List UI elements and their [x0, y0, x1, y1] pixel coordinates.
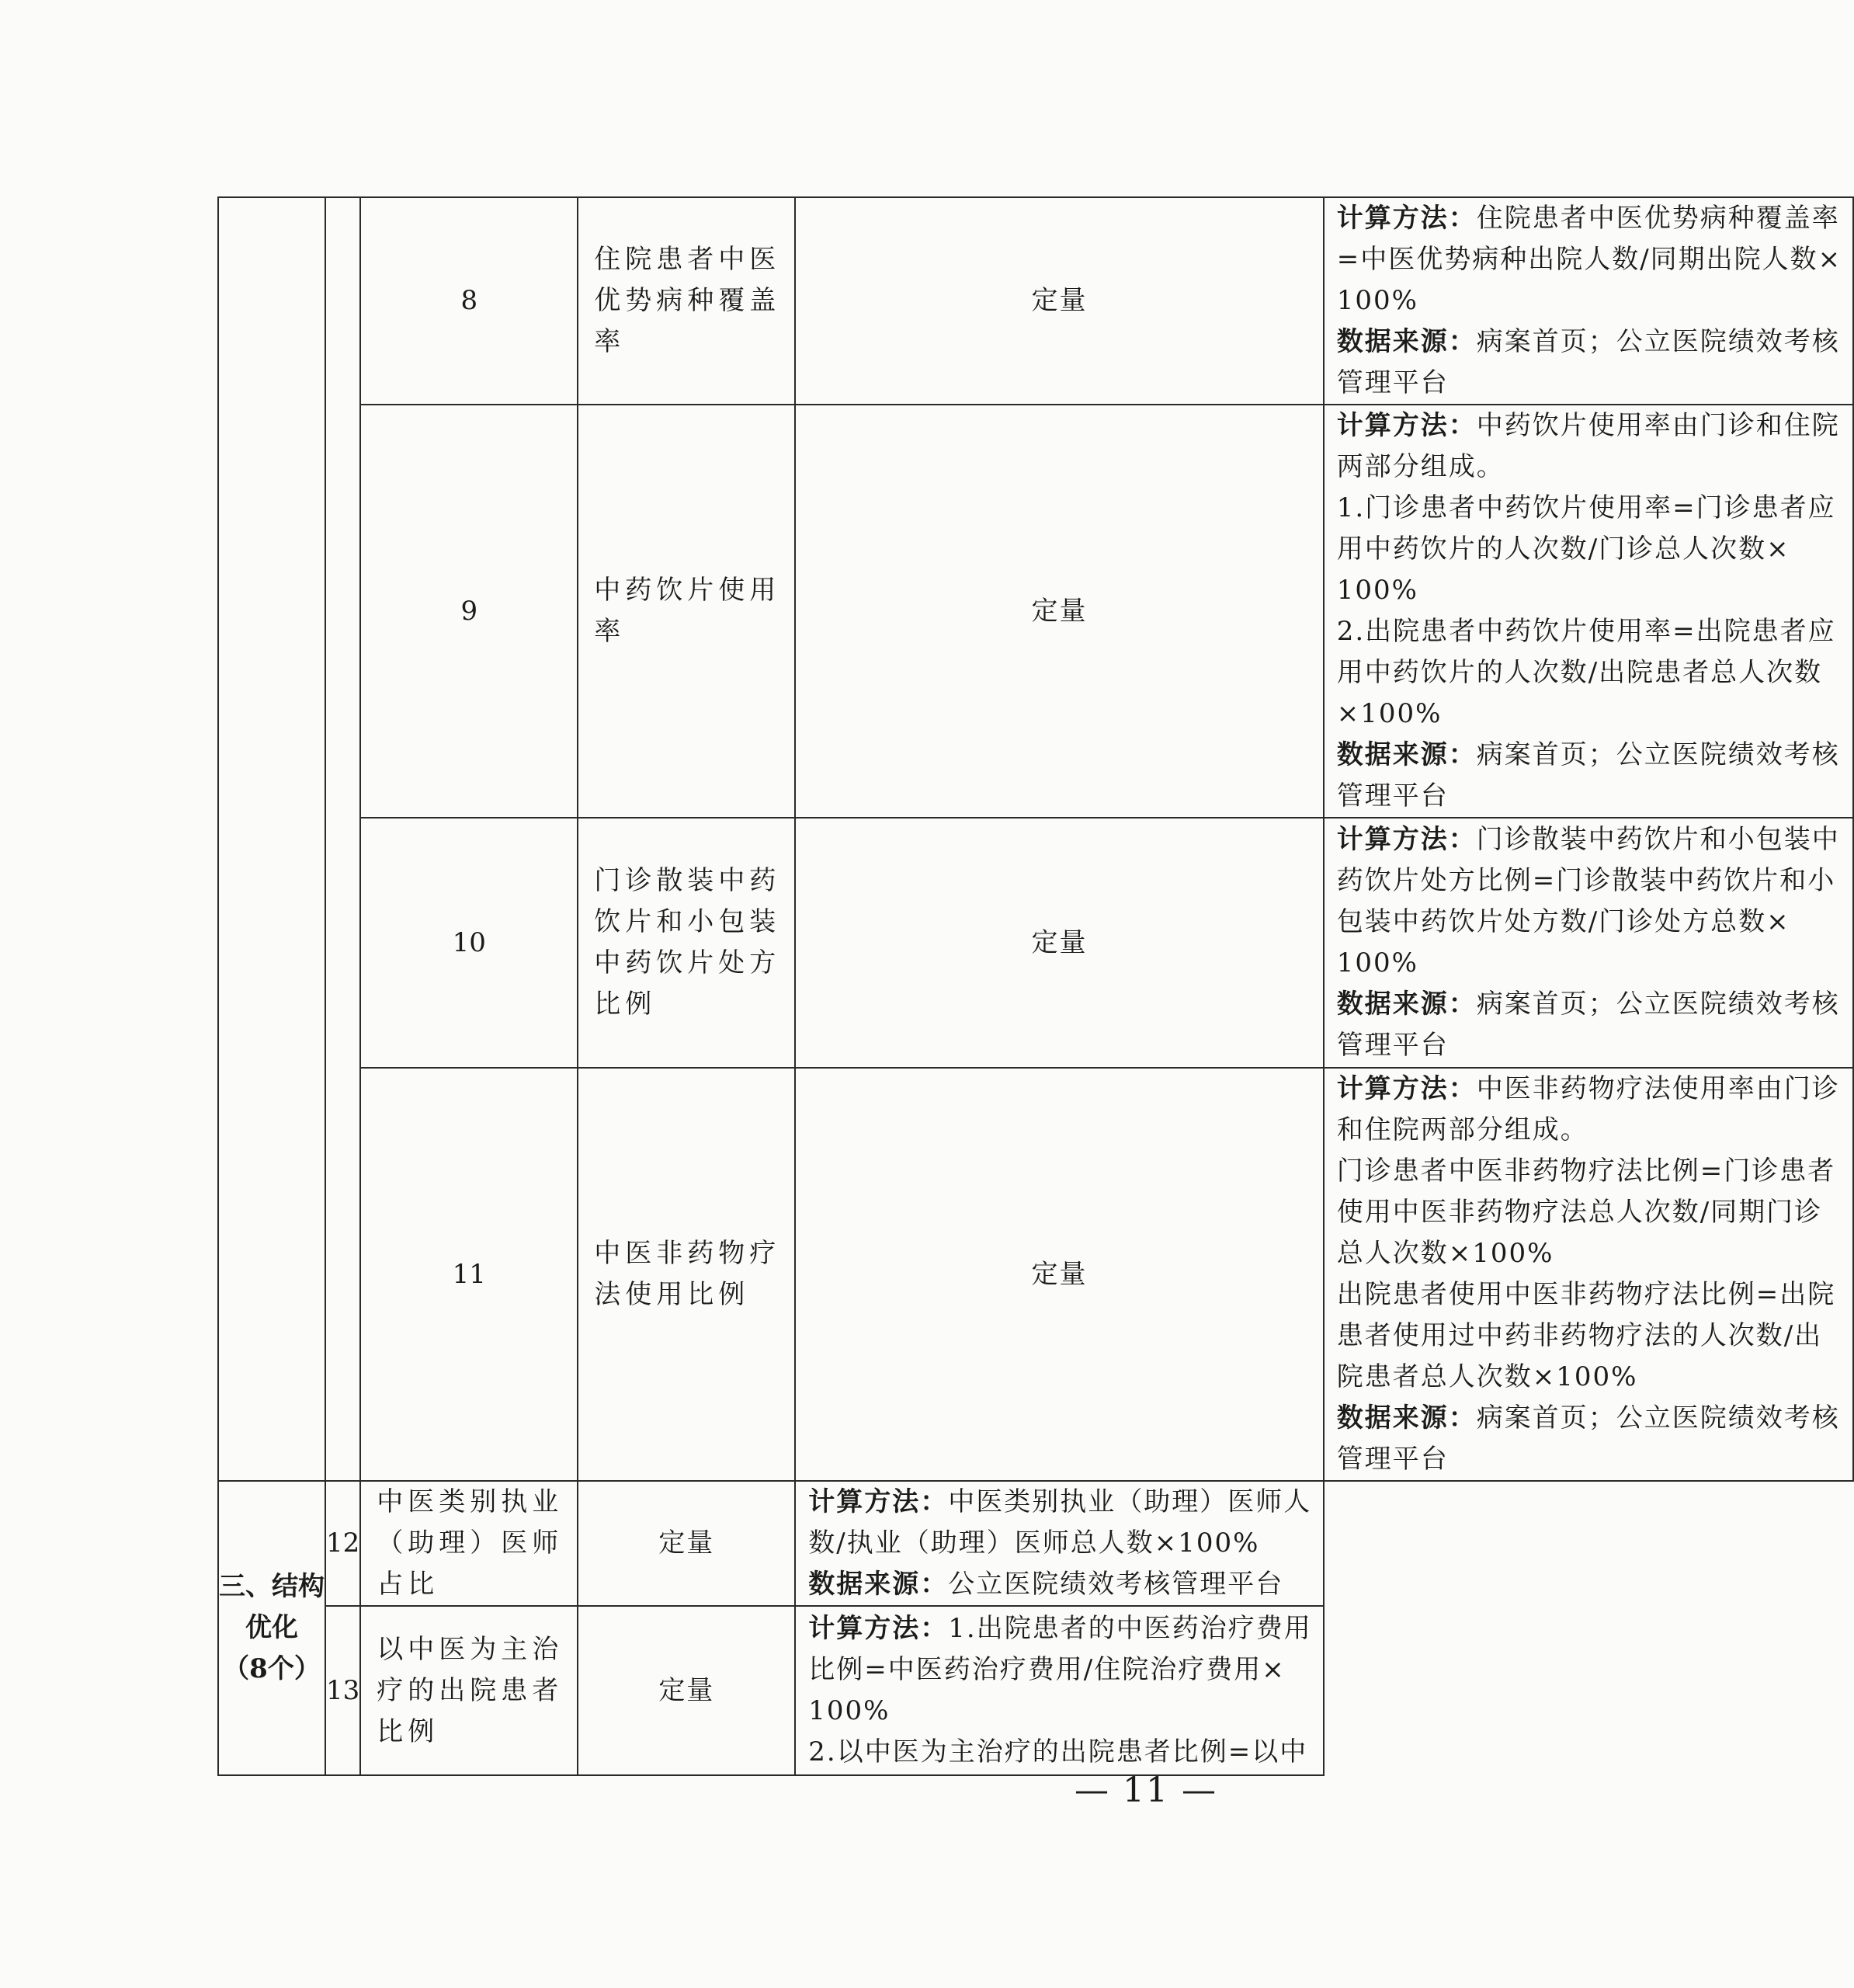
indicator-name [578, 818, 795, 1068]
name-line: 法使用比例 [594, 1279, 750, 1310]
table-row [218, 818, 1853, 1068]
description-line: 院患者总人次数×100% [1336, 1361, 1638, 1392]
description-text: 病案首页；公立医院绩效考核 [1476, 739, 1840, 770]
table-row [218, 197, 1853, 405]
indicator-type: 定量 [578, 1481, 795, 1606]
description-text: 病案首页；公立医院绩效考核 [1476, 326, 1840, 357]
description-line: 包装中药饮片处方数/门诊处方总数× [1336, 906, 1790, 937]
row-number: 9 [360, 405, 578, 818]
description-line: 100% [1336, 575, 1418, 606]
name-line: 中医类别执业 [377, 1486, 564, 1517]
row-number: 13 [325, 1606, 360, 1775]
indicator-description [795, 1606, 1323, 1775]
description-line: 患者使用过中药非药物疗法的人次数/出 [1336, 1320, 1823, 1351]
name-line: 住院患者中医 [594, 244, 781, 275]
subcategory-cell [325, 197, 360, 1481]
description-line: 1.门诊患者中药饮片使用率=门诊患者应 [1336, 492, 1836, 523]
description-line: 用中药饮片的人次数/门诊总人次数× [1336, 533, 1790, 565]
name-line: 率 [594, 616, 626, 647]
description-line: 出院患者使用中医非药物疗法比例=出院 [1336, 1279, 1836, 1310]
name-line: 饮片和小包装 [594, 906, 781, 937]
name-line: （助理）医师 [377, 1527, 564, 1559]
name-line: 中医非药物疗 [594, 1238, 781, 1269]
row-number: 12 [325, 1481, 360, 1606]
indicator-type: 定量 [795, 405, 1323, 818]
name-line: 门诊散装中药 [594, 865, 781, 896]
description-line: 两部分组成。 [1336, 451, 1505, 482]
description-line [808, 1482, 1311, 1523]
method-label: 计算方法： [808, 1613, 949, 1644]
description-text: 中医类别执业（助理）医师人 [948, 1486, 1312, 1517]
row-number: 11 [360, 1068, 578, 1481]
description-line [1337, 1398, 1842, 1439]
indicator-table [217, 196, 1854, 1776]
description-line [1337, 735, 1842, 776]
description-text: 1.出院患者的中医药治疗费用 [948, 1613, 1312, 1644]
description-line: 管理平台 [1336, 1030, 1449, 1061]
description-line: 总人次数×100% [1336, 1238, 1554, 1269]
indicator-type: 定量 [795, 1068, 1323, 1481]
description-line: 和住院两部分组成。 [1336, 1114, 1588, 1145]
method-label: 计算方法： [1336, 203, 1477, 234]
category-cell [218, 1481, 325, 1775]
indicator-name [360, 1481, 578, 1606]
category-line: 三、结构 [219, 1571, 325, 1602]
description-text: 病案首页；公立医院绩效考核 [1476, 989, 1840, 1020]
description-text: 门诊散装中药饮片和小包装中 [1476, 824, 1840, 855]
indicator-name [578, 405, 795, 818]
description-text: 住院患者中医优势病种覆盖率 [1476, 203, 1840, 234]
indicator-type: 定量 [795, 197, 1323, 405]
description-line: 100% [1336, 285, 1418, 316]
description-line: 门诊患者中医非药物疗法比例=门诊患者 [1336, 1156, 1836, 1187]
indicator-description [1324, 405, 1853, 818]
description-line [1337, 819, 1842, 860]
description-text: 中药饮片使用率由门诊和住院 [1476, 410, 1840, 441]
description-text: 中医非药物疗法使用率由门诊 [1476, 1073, 1840, 1104]
category-line: （8个） [223, 1653, 321, 1684]
description-text: 公立医院绩效考核管理平台 [948, 1569, 1284, 1600]
name-line: 以中医为主治 [377, 1633, 564, 1665]
name-line: 比例 [594, 989, 657, 1020]
name-line: 优势病种覆盖 [594, 285, 781, 316]
description-line [808, 1608, 1311, 1649]
name-line: 中药饮片使用 [594, 575, 781, 606]
category-cell-continued [218, 197, 325, 1481]
description-line [1337, 321, 1842, 363]
source-label: 数据来源： [1336, 1402, 1477, 1434]
method-label: 计算方法： [1336, 824, 1477, 855]
name-line: 占比 [377, 1569, 439, 1600]
row-number: 10 [360, 818, 578, 1068]
indicator-name [578, 197, 795, 405]
indicator-description [795, 1481, 1323, 1606]
source-label: 数据来源： [1336, 739, 1477, 770]
method-label: 计算方法： [1336, 410, 1477, 441]
description-text: 病案首页；公立医院绩效考核 [1476, 1402, 1840, 1434]
method-label: 计算方法： [1336, 1073, 1477, 1104]
source-label: 数据来源： [1336, 989, 1477, 1020]
table-row [218, 1606, 1853, 1775]
description-line: 使用中医非药物疗法总人次数/同期门诊 [1336, 1197, 1823, 1228]
name-line: 疗的出院患者 [377, 1674, 564, 1706]
description-line: 比例=中医药治疗费用/住院治疗费用× [808, 1654, 1286, 1685]
indicator-name [578, 1068, 795, 1481]
table-row [218, 405, 1853, 818]
description-line [1337, 405, 1842, 447]
indicator-type: 定量 [578, 1606, 795, 1775]
description-line: ×100% [1336, 698, 1443, 729]
description-line: 2.以中医为主治疗的出院患者比例=以中 [808, 1736, 1308, 1767]
description-line: 药饮片处方比例=门诊散装中药饮片和小 [1336, 865, 1836, 896]
description-line: 100% [808, 1695, 891, 1726]
name-line: 中药饮片处方 [594, 947, 781, 978]
description-line [1337, 198, 1842, 239]
description-line: 管理平台 [1336, 1444, 1449, 1475]
indicator-description [1324, 197, 1853, 405]
table-row [218, 1481, 1853, 1606]
row-number: 8 [360, 197, 578, 405]
description-line: =中医优势病种出院人数/同期出院人数× [1336, 244, 1842, 275]
description-line [1337, 984, 1842, 1025]
description-line: 管理平台 [1336, 780, 1449, 812]
indicator-type: 定量 [795, 818, 1323, 1068]
indicator-name [360, 1606, 578, 1775]
name-line: 比例 [377, 1715, 439, 1747]
page-number: — 11 — [1075, 1771, 1217, 1810]
description-line: 2.出院患者中药饮片使用率=出院患者应 [1336, 616, 1836, 647]
source-label: 数据来源： [808, 1569, 949, 1600]
description-line: 用中药饮片的人次数/出院患者总人次数 [1336, 657, 1823, 688]
method-label: 计算方法： [808, 1486, 949, 1517]
source-label: 数据来源： [1336, 326, 1477, 357]
name-line: 率 [594, 326, 626, 357]
indicator-description [1324, 1068, 1853, 1481]
table-row [218, 1068, 1853, 1481]
description-line: 数/执业（助理）医师总人数×100% [808, 1527, 1260, 1559]
description-line [1337, 1069, 1842, 1110]
indicator-description [1324, 818, 1853, 1068]
description-line [808, 1564, 1311, 1605]
description-line: 100% [1336, 947, 1418, 978]
category-line: 优化 [245, 1612, 298, 1643]
description-line: 管理平台 [1336, 367, 1449, 398]
